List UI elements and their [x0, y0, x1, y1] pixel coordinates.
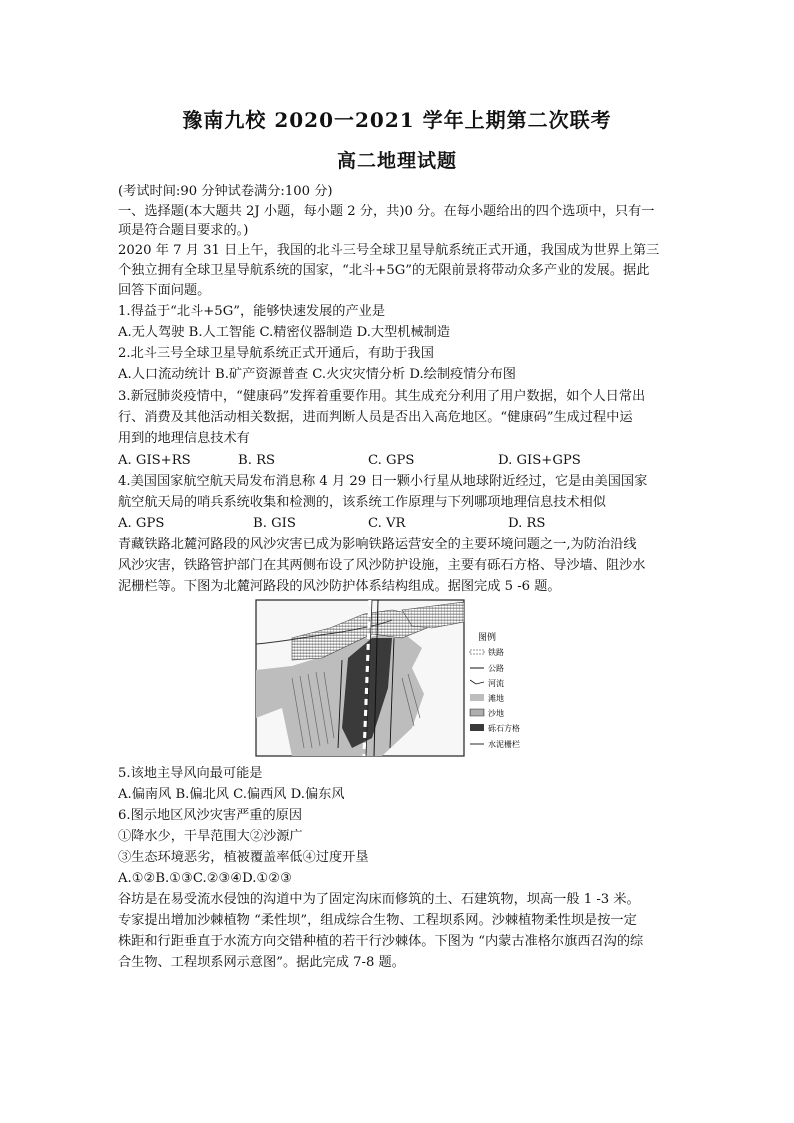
q6-line2: ③生态环境恶劣，植被覆盖率低④过度开垦	[118, 850, 369, 865]
legend-floodplain: 滩地	[488, 694, 504, 703]
passage1-line1: 2020 年 7 月 31 日上午，我国的北斗三号全球卫星导航系统正式开通，我国成为世界上第三	[118, 243, 660, 258]
wind-sand-protection-map	[252, 598, 544, 758]
passage2-line3: 泥栅栏等。下图为北麓河路段的风沙防护体系结构组成。据图完成 5 -6 题。	[118, 579, 561, 594]
q3-options	[118, 453, 688, 469]
q6-stem: 6.图示地区风沙灾害严重的原因	[118, 808, 303, 823]
q4-option-a: A. GPS	[118, 516, 165, 531]
legend-floodplain-icon	[470, 694, 484, 701]
exam-info: (考试时间:90 分钟试卷满分:100 分)	[118, 184, 333, 199]
passage3-line3: 株距和行距垂直于水流方向交错种植的若干行沙棘体。下图为 “内蒙古准格尔旗西召沟的综	[118, 934, 644, 949]
exam-title: 豫南九校 2020一2021 学年上期第二次联考	[182, 108, 612, 132]
q4-option-b: B. GIS	[253, 516, 296, 531]
legend-railway: 铁路	[488, 648, 504, 657]
exam-subtitle: 高二地理试题	[336, 150, 457, 172]
q4-options	[118, 516, 688, 532]
legend-title: 图例	[478, 633, 497, 643]
legend-gravel: 砾石方格	[488, 724, 520, 733]
q3-line1: 3.新冠肺炎疫情中，“健康码”发挥着重要作用。其生成充分利用了用户数据，如个人日常出	[118, 389, 646, 404]
q1-stem: 1.得益于“北斗+5G”，能够快速发展的产业是	[118, 304, 386, 319]
legend-sand: 沙地	[488, 709, 504, 718]
q5-stem: 5.该地主导风向最可能是	[118, 766, 263, 781]
legend-railway-icon	[470, 650, 484, 654]
passage1-line2: 个独立拥有全球卫星导航系统的国家，“北斗+5G”的无限前景将带动众多产业的发展。据此	[118, 263, 650, 278]
q5-options: A.偏南风 B.偏北风 C.偏西风 D.偏东风	[118, 787, 345, 802]
q2-stem: 2.北斗三号全球卫星导航系统正式开通后，有助于我国	[118, 346, 434, 361]
legend-river-icon	[470, 680, 484, 684]
q3-option-d: D. GIS+GPS	[498, 453, 581, 468]
section-instructions-line2: 项是符合题目要求的。)	[118, 223, 249, 238]
q2-options: A.人口流动统计 B.矿产资源普查 C.火灾灾情分析 D.绘制疫情分布图	[118, 367, 516, 382]
map-legend	[470, 631, 520, 749]
passage2-line1: 青藏铁路北麓河路段的风沙灾害已成为影响铁路运营安全的主要环境问题之一,为防治沿线	[118, 537, 637, 552]
q6-line1: ①降水少，干旱范围大②沙源广	[118, 829, 303, 844]
q3-option-a: A. GIS+RS	[118, 453, 191, 468]
legend-river: 河流	[488, 679, 504, 688]
passage3-line2: 专家提出增加沙棘植物 “柔性坝”，组成综合生物、工程坝系网。沙棘植物柔性坝是按一定	[118, 913, 637, 928]
passage3-line1: 谷坊是在易受流水侵蚀的沟道中为了固定沟床而修筑的土、石建筑物，坝高一般 1 -3 米。	[118, 892, 640, 907]
q4-line2: 航空航天局的哨兵系统收集和检测的，该系统工作原理与下列哪项地理信息技术相似	[118, 495, 606, 510]
q4-line1: 4.美国国家航空航天局发布消息称 4 月 29 日一颗小行星从地球附近经过，它是由美国国家	[118, 474, 648, 489]
q6-options: A.①②B.①③C.②③④D.①②③	[118, 871, 292, 886]
q3-line2: 行、消费及其他活动相关数据，进而判断人员是否出入高危地区。“健康码”生成过程中运	[118, 410, 633, 425]
q3-line3: 用到的地理信息技术有	[118, 431, 250, 446]
legend-highway: 公路	[488, 664, 504, 673]
passage1-line3: 回答下面问题。	[118, 283, 211, 298]
legend-sand-icon	[470, 709, 484, 716]
q1-options: A.无人驾驶 B.人工智能 C.精密仪器制造 D.大型机械制造	[118, 325, 451, 340]
q3-option-b: B. RS	[238, 453, 276, 468]
passage3-line4: 合生物、工程坝系网示意图”。据此完成 7-8 题。	[118, 955, 405, 970]
q3-option-c: C. GPS	[368, 453, 415, 468]
section-instructions-line1: 一、选择题(本大题共 2J 小题，每小题 2 分，共)0 分。在每小题给出的四个选项中，只有一	[118, 204, 655, 219]
q4-option-c: C. VR	[368, 516, 406, 531]
legend-gravel-icon	[470, 724, 484, 731]
passage2-line2: 风沙灾害，铁路管护部门在其两侧布设了风沙防护设施，主要有砾石方格、导沙墙、阻沙水	[118, 558, 646, 573]
q4-option-d: D. RS	[508, 516, 546, 531]
legend-fence: 水泥栅栏	[488, 740, 520, 749]
